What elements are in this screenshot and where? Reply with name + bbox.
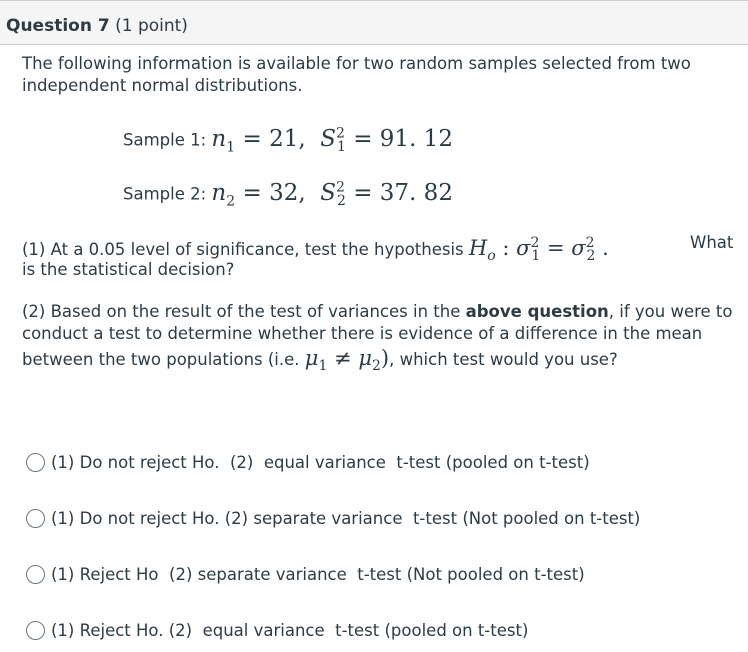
- means-formula: $\mu_1 \ne \mu_2$): [304, 346, 390, 375]
- answer-option-2[interactable]: (1) Do not reject Ho. (2) separate variance t-test (Not pooled on t-test): [26, 506, 640, 530]
- sample-2-row: Sample 2: $n_2 = 32$, $S^2_2 = 37$. 82: [123, 179, 453, 210]
- answer-option-1[interactable]: (1) Do not reject Ho. (2) equal variance t-test (pooled on t-test): [26, 450, 590, 474]
- answer-option-3[interactable]: (1) Reject Ho (2) separate variance t-test (Not pooled on t-test): [26, 562, 585, 586]
- sample-1-row: Sample 1: $n_1 = 21$, $S^2_1 = 91$. 12: [123, 125, 453, 156]
- intro-line-2: independent normal distributions.: [22, 76, 303, 95]
- radio-button-icon[interactable]: [26, 565, 45, 584]
- part1-line-1: (1) At a 0.05 level of significance, test the hypothesis $H_o$ : $\sigma^2_1 = \sigma^2_2$ .: [22, 235, 609, 265]
- radio-button-icon[interactable]: [26, 509, 45, 528]
- part1-line-2: is the statistical decision?: [22, 260, 235, 279]
- question-header: [0, 0, 748, 45]
- part2-line-3: between the two populations (i.e. $\mu_1 \ne \mu_2$), which test would you use?: [22, 346, 618, 375]
- question-points: (1 point): [115, 16, 188, 36]
- answer-option-4[interactable]: (1) Reject Ho. (2) equal variance t-test (pooled on t-test): [26, 618, 528, 642]
- radio-button-icon[interactable]: [26, 621, 45, 640]
- part2-line-1: (2) Based on the result of the test of variances in the above question, if you were to: [22, 302, 733, 321]
- intro-line-1: The following information is available for two random samples selected from two: [22, 54, 691, 73]
- part2-line-2: conduct a test to determine whether there is evidence of a difference in the mean: [22, 324, 703, 343]
- part1-what: What: [690, 233, 734, 252]
- hypothesis-formula: $H_o$ : $\sigma^2_1 = \sigma^2_2$ .: [468, 235, 609, 265]
- question-title: Question 7 (1 point): [6, 16, 188, 36]
- radio-button-icon[interactable]: [26, 453, 45, 472]
